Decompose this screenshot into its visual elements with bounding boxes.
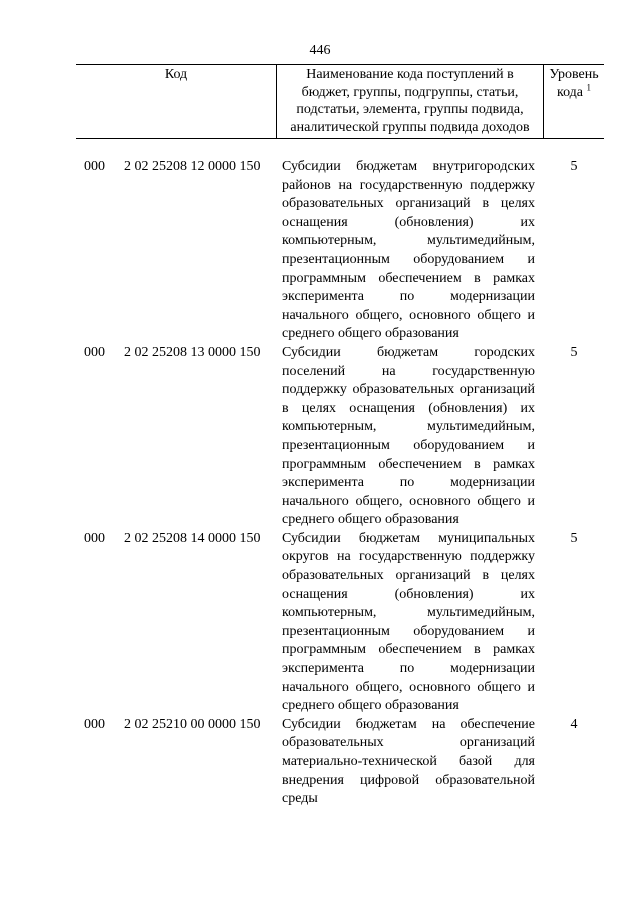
table-row	[0, 344, 640, 530]
revenue-code: 2 02 25208 13 0000 150	[124, 344, 261, 360]
code-level: 5	[570, 159, 578, 174]
code-level: 5	[570, 344, 578, 360]
page-number: 446	[309, 43, 331, 58]
header-level-label: Уровень кода	[549, 67, 599, 100]
revenue-code: 2 02 25208 14 0000 150	[124, 530, 261, 546]
table-row	[0, 716, 640, 809]
table-row	[0, 530, 640, 716]
code-level: 5	[570, 530, 578, 546]
admin-code: 000	[84, 344, 105, 360]
footnote-marker: 1	[586, 81, 592, 92]
revenue-name: Субсидии бюджетам на обеспечение образовательных организаций материально-технической базой для внедрения цифровой образовательной среды	[282, 716, 535, 807]
header-name: Наименование кода поступлений в бюджет, группы, подгруппы, статьи, подстатьи, элемента, группы подвида, аналитической группы подвида доходов	[276, 65, 544, 138]
table-body	[0, 158, 640, 809]
revenue-code: 2 02 25210 00 0000 150	[124, 716, 261, 732]
revenue-name: Субсидии бюджетам внутригородских районов на государственную поддержку образовательных организаций в целях оснащения (обновления) их компьютерным, мультимедийным, презентационным оборудованием и программным обеспечением в рамках эксперимента по модернизации начального общего, основного общего и среднего общего образования	[282, 159, 535, 342]
revenue-code: 2 02 25208 12 0000 150	[124, 159, 261, 174]
admin-code: 000	[84, 159, 105, 174]
code-level: 4	[570, 716, 578, 732]
admin-code: 000	[84, 716, 105, 732]
admin-code: 000	[84, 530, 105, 546]
revenue-name: Субсидии бюджетам городских поселений на государственную поддержку образовательных организаций в целях оснащения (обновления) их компьютерным, мультимедийным, презентационным оборудованием и программным обеспечением в рамках эксперимента по модернизации начального общего, основного общего и среднего общего образования	[282, 344, 535, 528]
table-row	[0, 158, 640, 344]
header-code: Код	[164, 67, 188, 82]
table-header	[76, 64, 604, 139]
revenue-name: Субсидии бюджетам муниципальных округов на государственную поддержку образовательных организаций в целях оснащения (обновления) их компьютерным, мультимедийным, презентационным оборудованием и программным обеспечением в рамках эксперимента по модернизации начального общего, основного общего и среднего общего образования	[282, 530, 535, 714]
header-level	[544, 65, 604, 138]
